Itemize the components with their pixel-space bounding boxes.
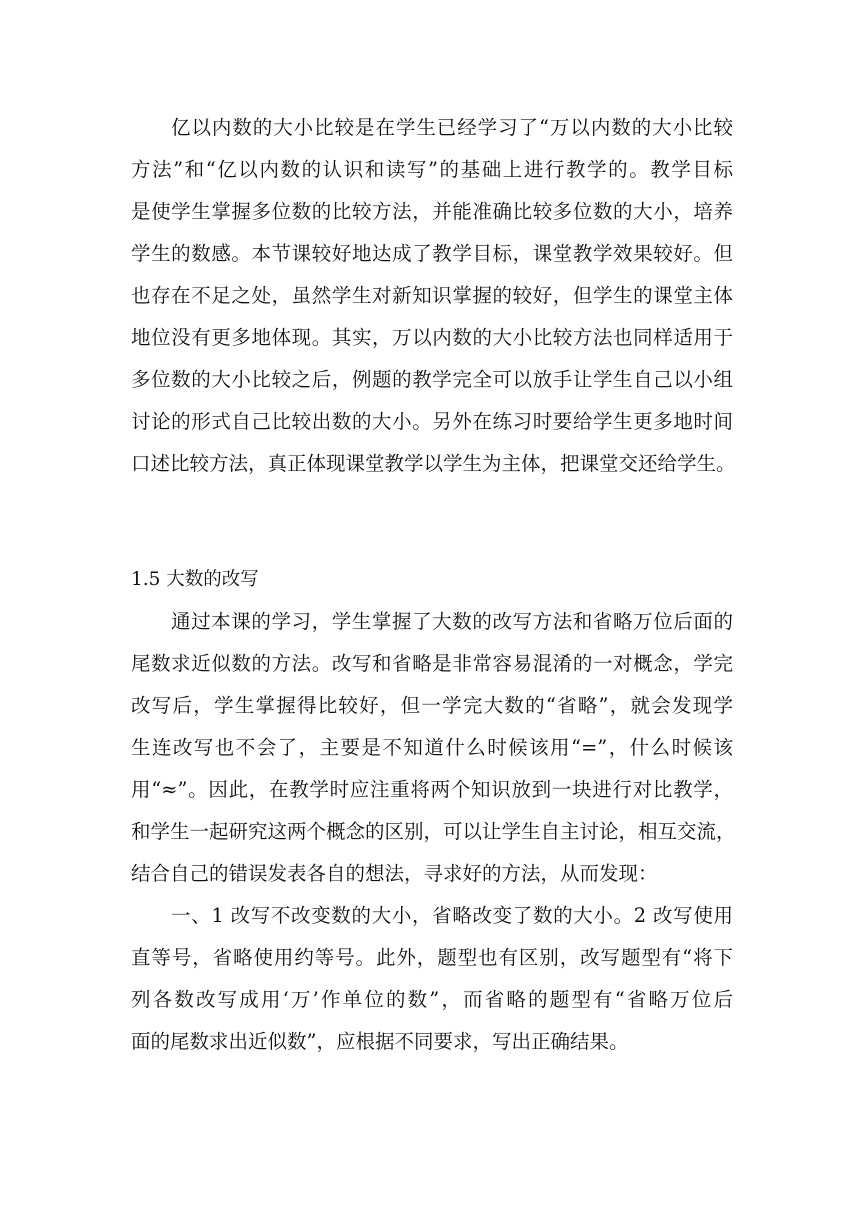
paragraph1-line-7: 多位数的大小比较之后，例题的教学完全可以放手让学生自己以小组	[131, 368, 733, 391]
paragraph2-line-3: 改写后，学生掌握得比较好，但一学完大数的“省略”，就会发现学	[131, 694, 733, 717]
paragraph2-line-7: 结合自己的错误发表各自的想法，寻求好的方法，从而发现：	[131, 862, 658, 885]
paragraph3-line-1: 一、1 改写不改变数的大小，省略改变了数的大小。2 改写使用	[171, 904, 733, 927]
paragraph1-line-3: 是使学生掌握多位数的比较方法，并能准确比较多位数的大小，培养	[131, 200, 733, 223]
paragraph3-line-3: 列各数改写成用‘万’作单位的数”，而省略的题型有“省略万位后	[131, 988, 733, 1011]
paragraph2-line-6: 和学生一起研究这两个概念的区别，可以让学生自主讨论，相互交流，	[131, 820, 736, 843]
paragraph2-line-2: 尾数求近似数的方法。改写和省略是非常容易混淆的一对概念，学完	[131, 652, 733, 675]
paragraph1-line-9: 口述比较方法，真正体现课堂教学以学生为主体，把课堂交还给学生。	[131, 452, 736, 475]
paragraph2-line-4: 生连改写也不会了，主要是不知道什么时候该用“=”，什么时候该	[131, 736, 733, 759]
paragraph1-line-6: 地位没有更多地体现。其实，万以内数的大小比较方法也同样适用于	[131, 326, 733, 349]
paragraph3-line-4: 面的尾数求出近似数”，应根据不同要求，写出正确结果。	[131, 1030, 629, 1053]
paragraph2-line-5: 用“≈”。因此，在教学时应注重将两个知识放到一块进行对比教学，	[131, 778, 733, 801]
paragraph1-line-4: 学生的数感。本节课较好地达成了教学目标，课堂教学效果较好。但	[131, 242, 733, 265]
paragraph1-line-8: 讨论的形式自己比较出数的大小。另外在练习时要给学生更多地时间	[131, 410, 733, 433]
paragraph3-line-2: 直等号，省略使用约等号。此外，题型也有区别，改写题型有“将下	[131, 946, 733, 969]
paragraph1-line-2: 方法”和“亿以内数的认识和读写”的基础上进行教学的。教学目标	[131, 158, 733, 181]
paragraph1-line-1: 亿以内数的大小比较是在学生已经学习了“万以内数的大小比较	[171, 116, 733, 139]
paragraph1-line-5: 也存在不足之处，虽然学生对新知识掌握的较好，但学生的课堂主体	[131, 284, 733, 307]
paragraph2-line-1: 通过本课的学习，学生掌握了大数的改写方法和省略万位后面的	[171, 610, 733, 633]
section-heading: 1.5 大数的改写	[131, 569, 259, 590]
